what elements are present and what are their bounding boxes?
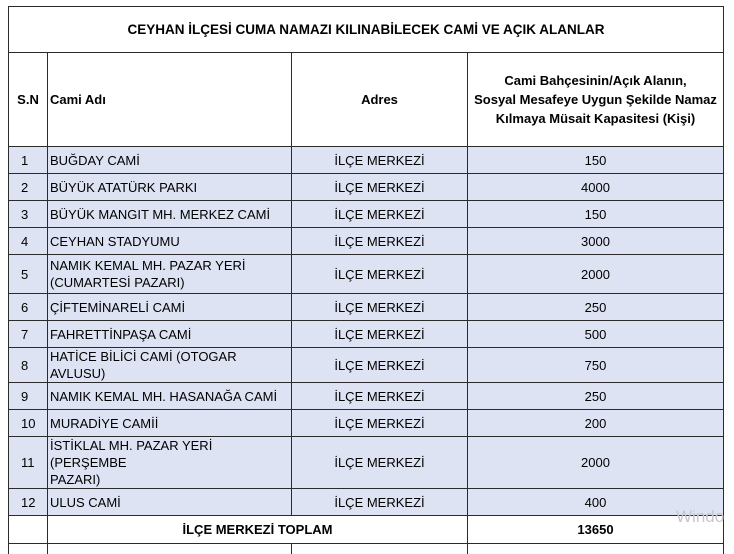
- row-name: ULUS CAMİ: [48, 489, 292, 516]
- header-capacity: [468, 53, 724, 147]
- table-row: [9, 383, 724, 410]
- row-name-line1: İSTİKLAL MH. PAZAR YERİ (PERŞEMBE: [50, 438, 212, 470]
- row-address: İLÇE MERKEZİ: [292, 383, 468, 410]
- row-name: ÇİFTEMİNARELİ CAMİ: [48, 294, 292, 321]
- row-sn: 12: [9, 489, 48, 516]
- row-sn: 5: [9, 255, 48, 294]
- row-name: BÜYÜK MANGIT MH. MERKEZ CAMİ: [48, 201, 292, 228]
- row-sn: 1: [9, 147, 48, 174]
- row-name-line2: (CUMARTESİ PAZARI): [50, 275, 185, 290]
- row-capacity: 500: [468, 321, 724, 348]
- row-sn: 7: [9, 321, 48, 348]
- table-row: [9, 489, 724, 516]
- row-capacity: 250: [468, 294, 724, 321]
- row-sn: 10: [9, 410, 48, 437]
- table-row: [9, 321, 724, 348]
- header-capacity-line1: Cami Bahçesinin/Açık Alanın,: [504, 73, 686, 88]
- row-name-line2: PAZARI): [50, 472, 100, 487]
- table-row: [9, 147, 724, 174]
- row-capacity: 200: [468, 410, 724, 437]
- header-address: Adres: [292, 53, 468, 147]
- row-capacity: 250: [468, 383, 724, 410]
- cut-cell: [468, 544, 724, 554]
- row-address: İLÇE MERKEZİ: [292, 489, 468, 516]
- table-row: [9, 294, 724, 321]
- table-title: CEYHAN İLÇESİ CUMA NAMAZI KILINABİLECEK CAMİ VE AÇIK ALANLAR: [9, 7, 724, 53]
- row-capacity: 2000: [468, 437, 724, 489]
- row-address: İLÇE MERKEZİ: [292, 410, 468, 437]
- row-address: İLÇE MERKEZİ: [292, 255, 468, 294]
- row-name-line1: NAMIK KEMAL MH. PAZAR YERİ: [50, 258, 246, 273]
- row-address: İLÇE MERKEZİ: [292, 201, 468, 228]
- total-value: 13650: [468, 516, 724, 544]
- row-name: BÜYÜK ATATÜRK PARKI: [48, 174, 292, 201]
- row-name: [48, 437, 292, 489]
- row-address: İLÇE MERKEZİ: [292, 321, 468, 348]
- windows-watermark: Windo: [676, 507, 724, 527]
- table-row: [9, 255, 724, 294]
- mosque-table: [8, 6, 724, 554]
- row-name: MURADİYE CAMİİ: [48, 410, 292, 437]
- row-sn: 11: [9, 437, 48, 489]
- table-row: [9, 201, 724, 228]
- header-capacity-line3: Kılmaya Müsait Kapasitesi (Kişi): [496, 111, 695, 126]
- table-row: [9, 228, 724, 255]
- row-capacity: 750: [468, 348, 724, 383]
- total-label: İLÇE MERKEZİ TOPLAM: [48, 516, 468, 544]
- cut-cell: [48, 544, 292, 554]
- header-capacity-line2: Sosyal Mesafeye Uygun Şekilde Namaz: [474, 92, 717, 107]
- cut-cell: [9, 544, 48, 554]
- table-cut-row: [9, 544, 724, 554]
- row-name: NAMIK KEMAL MH. HASANAĞA CAMİ: [48, 383, 292, 410]
- row-address: İLÇE MERKEZİ: [292, 228, 468, 255]
- header-sn: S.N: [9, 53, 48, 147]
- row-address: İLÇE MERKEZİ: [292, 174, 468, 201]
- row-address: İLÇE MERKEZİ: [292, 294, 468, 321]
- row-sn: 8: [9, 348, 48, 383]
- row-name: CEYHAN STADYUMU: [48, 228, 292, 255]
- row-sn: 6: [9, 294, 48, 321]
- total-row: [9, 516, 724, 544]
- row-capacity: 4000: [468, 174, 724, 201]
- row-capacity: 150: [468, 201, 724, 228]
- row-sn: 2: [9, 174, 48, 201]
- row-sn: 9: [9, 383, 48, 410]
- row-sn: 4: [9, 228, 48, 255]
- table-row: [9, 174, 724, 201]
- cut-cell: [292, 544, 468, 554]
- row-name: FAHRETTİNPAŞA CAMİ: [48, 321, 292, 348]
- row-address: İLÇE MERKEZİ: [292, 437, 468, 489]
- row-capacity: 400: [468, 489, 724, 516]
- table-row: [9, 437, 724, 489]
- row-name: HATİCE BİLİCİ CAMİ (OTOGAR AVLUSU): [48, 348, 292, 383]
- table-row: [9, 410, 724, 437]
- row-address: İLÇE MERKEZİ: [292, 348, 468, 383]
- row-capacity: 3000: [468, 228, 724, 255]
- header-name: Cami Adı: [48, 53, 292, 147]
- row-capacity: 2000: [468, 255, 724, 294]
- row-capacity: 150: [468, 147, 724, 174]
- table-row: [9, 348, 724, 383]
- row-name: [48, 255, 292, 294]
- row-sn: 3: [9, 201, 48, 228]
- total-sn-cell: [9, 516, 48, 544]
- row-address: İLÇE MERKEZİ: [292, 147, 468, 174]
- row-name: BUĞDAY CAMİ: [48, 147, 292, 174]
